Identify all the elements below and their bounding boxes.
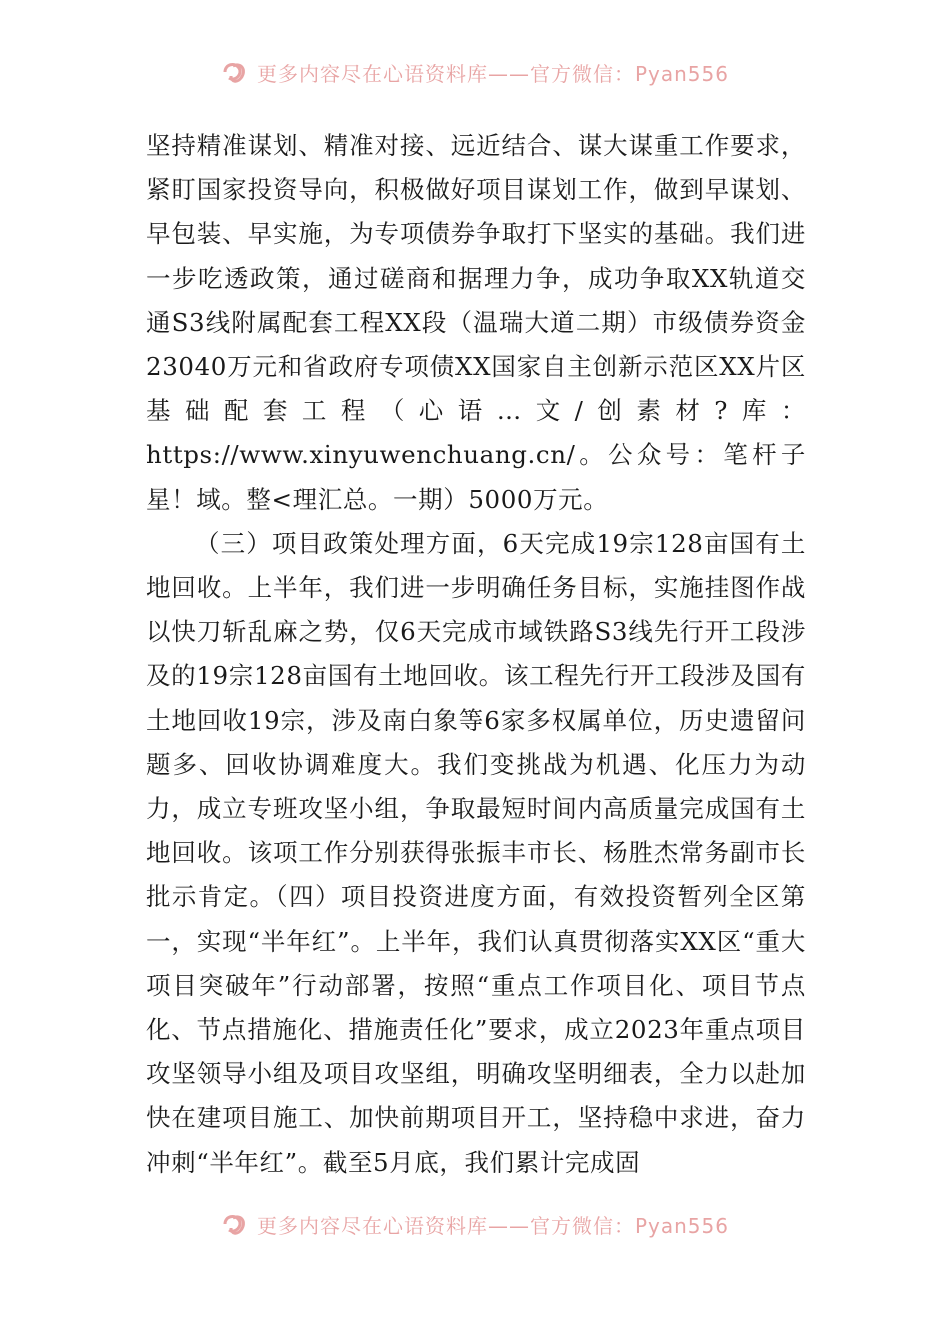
brand-logo-icon bbox=[221, 58, 249, 86]
brand-logo-icon bbox=[221, 1210, 249, 1238]
paragraph-2: （三）项目政策处理方面，6天完成19宗128亩国有土地回收。上半年，我们进一步明确任务目标，实施挂图作战以快刀斩乱麻之势，仅6天完成市域铁路S3线先行开工段涉及的19宗128亩国有土地回收。该工程先行开工段涉及国有土地回收19宗，涉及南白象等6家多权属单位，历史遗留问题多、回收协调难度大。我们变挑战为机遇、化压力为动力，成立专班攻坚小组，争取最短时间内高质量完成国有土地回收。该项工作分别获得张振丰市长、杨胜杰常务副市长批示肯定。（四）项目投资进度方面，有效投资暂列全区第一，实现“半年红”。上半年，我们认真贯彻落实XX区“重大项目突破年”行动部署，按照“重点工作项目化、项目节点化、节点措施化、措施责任化”要求，成立2023年重点项目攻坚领导小组及项目攻坚组，明确攻坚明细表，全力以赴加快在建项目施工、加快前期项目开工，坚持稳中求进，奋力冲刺“半年红”。截至5月底，我们累计完成固 bbox=[146, 528, 806, 1177]
document-body bbox=[146, 124, 806, 1185]
paragraph-1: 坚持精准谋划、精准对接、远近结合、谋大谋重工作要求，紧盯国家投资导向，积极做好项目谋划工作，做到早谋划、早包装、早实施，为专项债券争取打下坚实的基础。我们进一步吃透政策，通过磋商和据理力争，成功争取XX轨道交通S3线附属配套工程XX段（温瑞大道二期）市级债券资金23040万元和省政府专项债XX国家自主创新示范区XX片区基础配套工程（心语…文/创素材?库：https://www.xinyuwenchuang.cn/。公众号：笔杆子星！域。整<理汇总。一期）5000万元。 bbox=[146, 131, 806, 514]
watermark-banner-top bbox=[0, 54, 950, 90]
watermark-text: 更多内容尽在心语资料库——官方微信：Pyan556 bbox=[256, 1213, 729, 1238]
watermark-text: 更多内容尽在心语资料库——官方微信：Pyan556 bbox=[256, 61, 729, 86]
watermark-banner-bottom bbox=[0, 1206, 950, 1242]
